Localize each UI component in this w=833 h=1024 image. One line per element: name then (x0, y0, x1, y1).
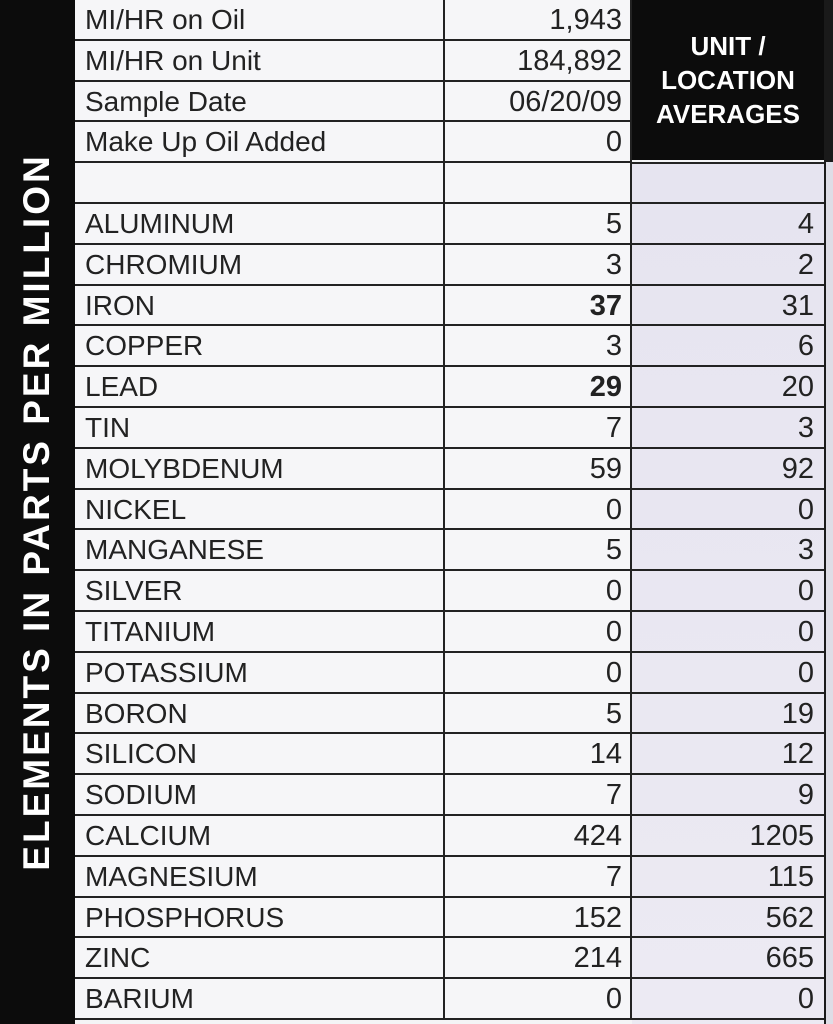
element-value: 0 (445, 612, 632, 653)
element-value: 14 (445, 734, 632, 775)
element-row (75, 612, 824, 653)
element-name: TITANIUM (75, 612, 445, 653)
element-row (75, 408, 824, 449)
averages-header-line-1: UNIT / (690, 31, 766, 61)
element-value: 29 (445, 367, 632, 408)
element-row (75, 979, 824, 1020)
element-average: 0 (632, 653, 824, 694)
info-label: MI/HR on Unit (75, 41, 445, 82)
element-value: 5 (445, 694, 632, 735)
element-value: 214 (445, 938, 632, 979)
element-row (75, 857, 824, 898)
element-row (75, 286, 824, 327)
element-row (75, 775, 824, 816)
element-name: BARIUM (75, 979, 445, 1020)
element-row (75, 734, 824, 775)
element-value: 3 (445, 326, 632, 367)
element-average: 2 (632, 245, 824, 286)
element-row (75, 571, 824, 612)
element-name: SILVER (75, 571, 445, 612)
element-value: 0 (445, 571, 632, 612)
averages-header-line-3: AVERAGES (656, 99, 800, 129)
element-name: SILICON (75, 734, 445, 775)
element-name: ALUMINUM (75, 204, 445, 245)
info-row (75, 122, 824, 163)
element-value: 59 (445, 449, 632, 490)
element-name: IRON (75, 286, 445, 327)
element-name: LEAD (75, 367, 445, 408)
side-bar (0, 0, 75, 1024)
element-row (75, 449, 824, 490)
element-row (75, 367, 824, 408)
element-value: 424 (445, 816, 632, 857)
element-row (75, 326, 824, 367)
element-name: CALCIUM (75, 816, 445, 857)
element-value: 5 (445, 530, 632, 571)
element-value: 152 (445, 898, 632, 939)
element-value: 7 (445, 857, 632, 898)
element-name: BORON (75, 694, 445, 735)
blank-row (75, 163, 824, 204)
element-average: 6 (632, 326, 824, 367)
element-name: COPPER (75, 326, 445, 367)
element-average: 20 (632, 367, 824, 408)
info-label: MI/HR on Oil (75, 0, 445, 41)
blank-label (75, 163, 445, 204)
element-average: 3 (632, 408, 824, 449)
element-average: 9 (632, 775, 824, 816)
info-label: Make Up Oil Added (75, 122, 445, 163)
side-label: ELEMENTS IN PARTS PER MILLION (16, 153, 57, 871)
element-average: 92 (632, 449, 824, 490)
element-value: 37 (445, 286, 632, 327)
element-row (75, 490, 824, 531)
element-value: 7 (445, 408, 632, 449)
element-name: CHROMIUM (75, 245, 445, 286)
info-value: 0 (445, 122, 632, 163)
element-row (75, 898, 824, 939)
element-name: PHOSPHORUS (75, 898, 445, 939)
element-row (75, 530, 824, 571)
element-value: 5 (445, 204, 632, 245)
element-average: 115 (632, 857, 824, 898)
right-edge (824, 0, 833, 1024)
element-value: 0 (445, 979, 632, 1020)
info-value: 1,943 (445, 0, 632, 41)
element-name: ZINC (75, 938, 445, 979)
info-label: Sample Date (75, 82, 445, 123)
element-average: 19 (632, 694, 824, 735)
element-value: 3 (445, 245, 632, 286)
element-average: 0 (632, 490, 824, 531)
element-row (75, 653, 824, 694)
element-average: 3 (632, 530, 824, 571)
info-value: 06/20/09 (445, 82, 632, 123)
element-average: 0 (632, 979, 824, 1020)
element-row (75, 204, 824, 245)
blank-avg (632, 163, 824, 204)
element-average: 0 (632, 612, 824, 653)
element-name: SODIUM (75, 775, 445, 816)
element-row (75, 245, 824, 286)
element-average: 562 (632, 898, 824, 939)
element-average: 665 (632, 938, 824, 979)
blank-value (445, 163, 632, 204)
element-average: 4 (632, 204, 824, 245)
element-average: 31 (632, 286, 824, 327)
element-average: 0 (632, 571, 824, 612)
info-value: 184,892 (445, 41, 632, 82)
info-row (75, 41, 824, 82)
info-row (75, 82, 824, 123)
element-value: 0 (445, 490, 632, 531)
element-row (75, 816, 824, 857)
element-row (75, 938, 824, 979)
element-row (75, 694, 824, 735)
element-name: MANGANESE (75, 530, 445, 571)
element-average: 12 (632, 734, 824, 775)
element-name: POTASSIUM (75, 653, 445, 694)
element-average: 1205 (632, 816, 824, 857)
element-name: NICKEL (75, 490, 445, 531)
element-name: TIN (75, 408, 445, 449)
averages-header-line-2: LOCATION (661, 65, 795, 95)
element-value: 0 (445, 653, 632, 694)
element-name: MOLYBDENUM (75, 449, 445, 490)
element-value: 7 (445, 775, 632, 816)
info-row (75, 0, 824, 41)
element-name: MAGNESIUM (75, 857, 445, 898)
